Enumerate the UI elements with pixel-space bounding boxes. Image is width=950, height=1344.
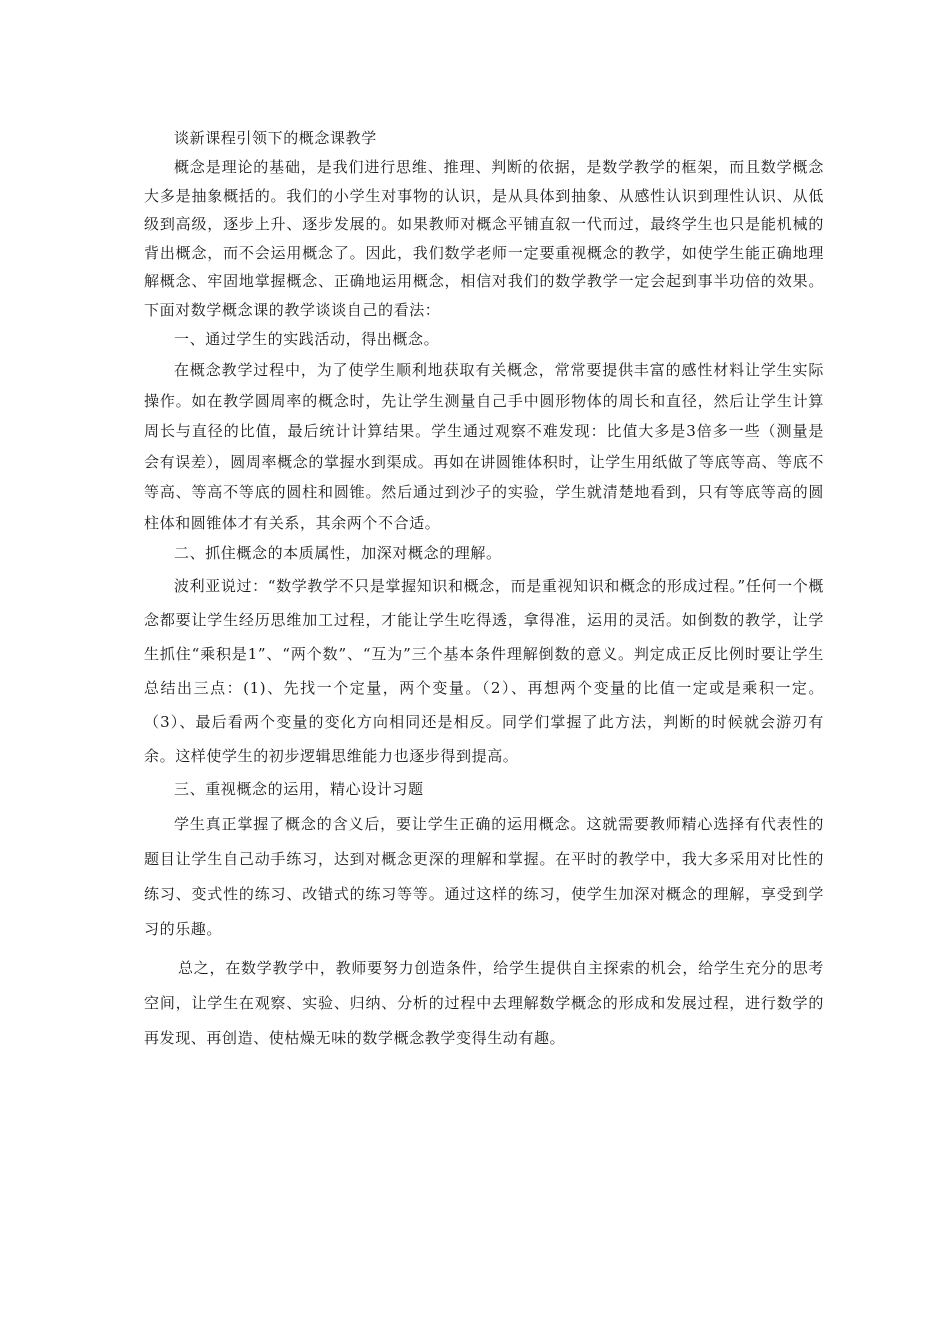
section-body-3: 学生真正掌握了概念的含义后，要让学生正确的运用概念。这就需要教师精心选择有代表性的题目让学生自己动手练习，达到对概念更深的理解和掌握。在平时的教学中，我大多采用对比性的练习、变式性的练习、改错式的练习等等。通过这样的练习，使学生加深对概念的理解，享受到学习的乐趣。 xyxy=(144,815,824,938)
section-heading-1: 一、通过学生的实践活动，得出概念。 xyxy=(174,330,440,348)
intro-paragraph: 概念是理论的基础，是我们进行思维、推理、判断的依据，是数学教学的框架，而且数学概念大多是抽象概括的。我们的小学生对事物的认识，是从具体到抽象、从感性认识到理性认识、从低级到高级，逐步上升、逐步发展的。如果教师对概念平铺直叙一代而过，最终学生也只是能机械的背出概念，而不会运用概念了。因此，我们数学老师一定要重视概念的教学，如使学生能正确地理解概念、牢固地掌握概念、正确地运用概念，相信对我们的数学教学一定会起到事半功倍的效果。下面对数学概念课的教学谈谈自己的看法： xyxy=(144,158,824,319)
section-heading-3: 三、重视概念的运用，精心设计习题 xyxy=(174,780,424,798)
summary-paragraph: 总之，在数学教学中，教师要努力创造条件，给学生提供自主探索的机会，给学生充分的思考空间，让学生在观察、实验、归纳、分析的过程中去理解数学概念的形成和发展过程，进行数学的再发现、再创造、使枯燥无味的数学概念教学变得生动有趣。 xyxy=(144,959,824,1047)
section-body-1: 在概念教学过程中，为了使学生顺利地获取有关概念，常常要提供丰富的感性材料让学生实际操作。如在教学圆周率的概念时，先让学生测量自己手中圆形物体的周长和直径，然后让学生计算周长与直径的比值，最后统计计算结果。学生通过观察不难发现：比值大多是3倍多一些（测量是会有误差），圆周率概念的掌握水到渠成。再如在讲圆锥体积时，让学生用纸做了等底等高、等底不等高、等高不等底的圆柱和圆锥。然后通过到沙子的实验，学生就清楚地看到，只有等底等高的圆柱体和圆锥体才有关系，其余两个不合适。 xyxy=(144,361,824,532)
document-page xyxy=(144,124,824,1056)
section-heading-2: 二、抓住概念的本质属性，加深对概念的理解。 xyxy=(174,544,502,562)
section-body-2: 波利亚说过：“数学教学不只是掌握知识和概念，而是重视知识和概念的形成过程。”任何一个概念都要让学生经历思维加工过程，才能让学生吃得透，拿得准，运用的灵活。如倒数的教学，让学生抓住“乘积是1”、“两个数”、“互为”三个基本条件理解倒数的意义。判定成正反比例时要让学生总结出三点：(1)、先找一个定量，两个变量。（2）、再想两个变量的比值一定或是乘积一定。（3）、最后看两个变量的变化方向相同还是相反。同学们掌握了此方法，判断的时候就会游刃有余。这样使学生的初步逻辑思维能力也逐步得到提高。 xyxy=(144,577,824,765)
document-title: 谈新课程引领下的概念课教学 xyxy=(174,129,377,147)
